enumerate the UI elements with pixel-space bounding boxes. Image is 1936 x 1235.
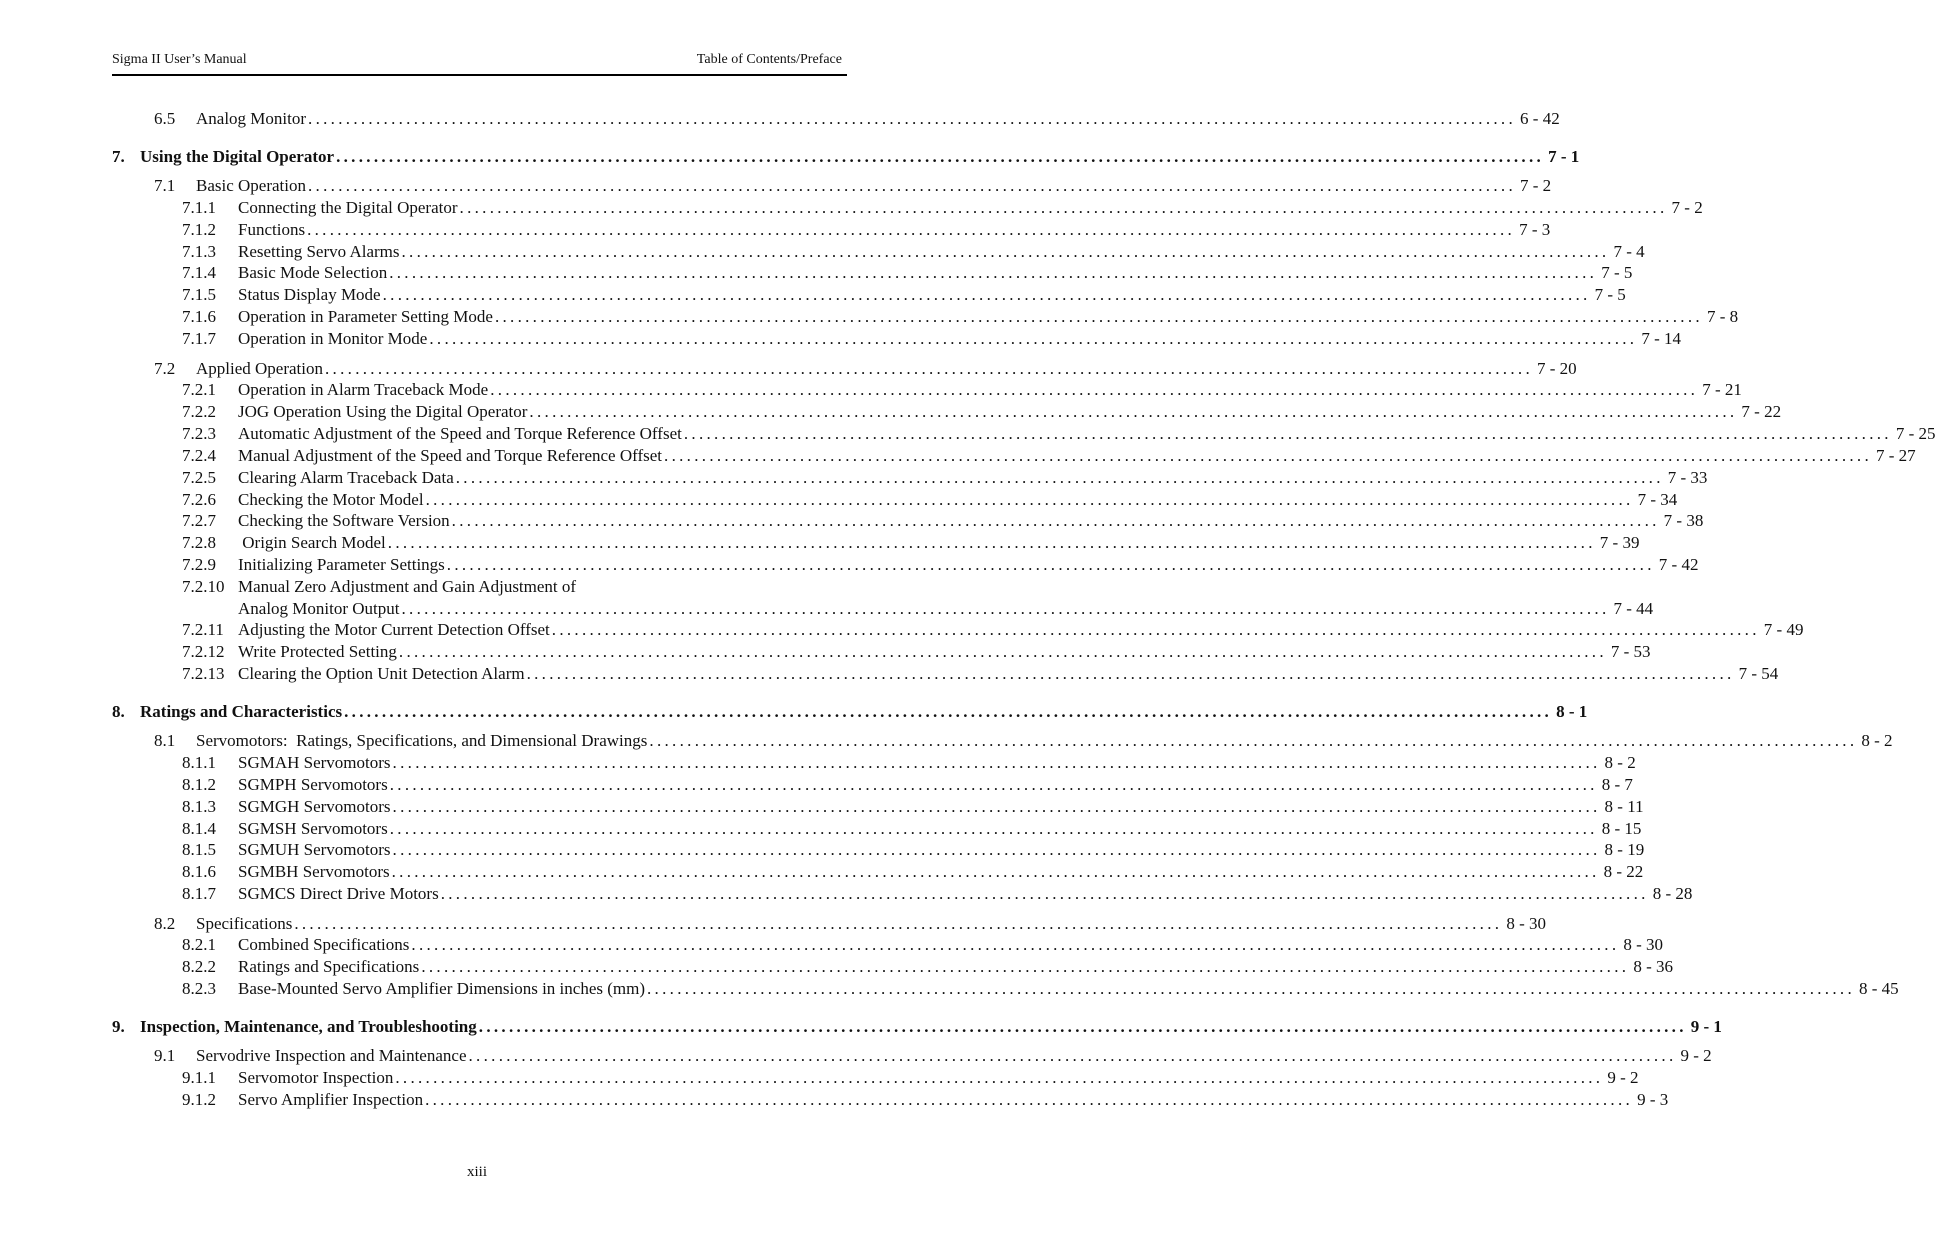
toc-entry-title: Operation in Parameter Setting Mode (238, 307, 493, 326)
toc-entry-number: 7.1.5 (182, 285, 216, 304)
toc-entry-number: 7.1.6 (182, 307, 216, 326)
toc-entry-title: Servo Amplifier Inspection (238, 1090, 424, 1109)
toc-entry-line (238, 554, 1699, 576)
toc-entry (0, 175, 1552, 197)
toc-entry-title: Checking the Motor Model (238, 490, 424, 509)
toc-entry (0, 197, 1703, 219)
toc-entry-page: 8 - 19 (1604, 840, 1645, 859)
toc-entry-page: 9 - 1 (1690, 1017, 1722, 1036)
toc-entry-title: Ratings and Characteristics (140, 702, 343, 721)
toc-entry-page: 7 - 53 (1610, 642, 1651, 661)
toc-entry-title: Servomotor Inspection (238, 1068, 394, 1087)
toc-entry-title: Inspection, Maintenance, and Troubleshooting (140, 1017, 477, 1036)
toc-entry-page: 7 - 5 (1594, 285, 1626, 304)
toc-entry (0, 306, 1739, 328)
toc-entry-line (238, 774, 1633, 796)
toc-entry-line (196, 175, 1552, 197)
toc-entry-number: 7.2.7 (182, 511, 216, 530)
toc-entry-number: 8. (112, 702, 125, 721)
toc-entry-number: 9.1.2 (182, 1090, 216, 1109)
toc-entry-page: 8 - 30 (1623, 935, 1664, 954)
toc-entry-page: 7 - 49 (1763, 620, 1804, 639)
dot-leader: ................................................................................................................................................................ (551, 620, 1760, 639)
toc-entry-line (238, 839, 1645, 861)
toc-entry-title: SGMPH Servomotors (238, 775, 388, 794)
toc-entry-title: Adjusting the Motor Current Detection Offset (238, 620, 550, 639)
toc-entry-page: 7 - 44 (1613, 599, 1654, 618)
toc-entry-line (140, 146, 1580, 168)
toc-entry-title: SGMCS Direct Drive Motors (238, 884, 439, 903)
toc-entry-number: 7.2.1 (182, 380, 216, 399)
dot-leader: ................................................................................................................................................................ (664, 446, 1873, 465)
toc-entry-line (238, 752, 1636, 774)
dot-leader: ................................................................................................................................................................ (647, 979, 1855, 998)
toc-entry-number: 7.2.11 (182, 620, 224, 639)
toc-entry-title: Specifications (196, 914, 293, 933)
toc-entry-title: Initializing Parameter Settings (238, 555, 445, 574)
toc-entry (0, 554, 1699, 576)
toc-entry-title: Manual Adjustment of the Speed and Torque Reference Offset (238, 446, 663, 465)
toc-entry (0, 913, 1546, 935)
dot-leader: ................................................................................................................................................................ (451, 511, 1660, 530)
dot-leader: ................................................................................................................................................................ (411, 935, 1620, 954)
dot-leader: ................................................................................................................................................................ (429, 329, 1638, 348)
toc-entry-title: Clearing Alarm Traceback Data (238, 468, 454, 487)
toc-entry-line (238, 1067, 1639, 1089)
toc-entry (0, 467, 1708, 489)
toc-entry-page: 7 - 34 (1637, 490, 1678, 509)
toc-entry-line (238, 532, 1640, 554)
toc-entry-page: 7 - 20 (1537, 359, 1577, 378)
toc-entry-line (238, 1089, 1669, 1111)
toc-entry-page: 7 - 25 (1895, 424, 1936, 443)
dot-leader: ................................................................................................................................................................ (382, 285, 1591, 304)
toc-chapter-entry (0, 1016, 1722, 1038)
running-header-right: Table of Contents/Preface (696, 52, 842, 67)
toc-entry-title: Servodrive Inspection and Maintenance (196, 1046, 467, 1065)
toc-entry (0, 1067, 1639, 1089)
toc-entry-title: SGMSH Servomotors (238, 819, 388, 838)
toc-entry-page: 7 - 1 (1548, 147, 1580, 166)
dot-leader: ................................................................................................................................................................ (446, 555, 1655, 574)
dot-leader: ................................................................................................................................................................ (494, 307, 1703, 326)
toc-entry (0, 978, 1899, 1000)
toc-entry-number: 7.2.4 (182, 446, 216, 465)
toc-entry-line (196, 1045, 1712, 1067)
toc-entry (0, 241, 1645, 263)
toc-entry-page: 8 - 1 (1556, 702, 1588, 721)
toc-entry-line (238, 934, 1664, 956)
dot-leader: ................................................................................................................................................................ (387, 533, 1596, 552)
toc-entry (0, 401, 1782, 423)
toc-entry (0, 818, 1642, 840)
dot-leader: ................................................................................................................................................................ (425, 1090, 1634, 1109)
toc-entry (0, 358, 1577, 380)
toc-entry-number: 7.2.9 (182, 555, 216, 574)
toc-entry (0, 663, 1779, 685)
toc-entry-line (238, 619, 1804, 641)
toc-entry-page: 7 - 27 (1876, 446, 1916, 465)
toc-entry (0, 839, 1645, 861)
toc-entry-title: Ratings and Specifications (238, 957, 420, 976)
toc-entry (0, 883, 1693, 905)
toc-entry-number: 7.1 (154, 176, 176, 195)
toc-entry-line (238, 978, 1899, 1000)
toc-entry-page: 9 - 2 (1680, 1046, 1712, 1065)
toc-entry-page: 8 - 2 (1604, 753, 1636, 772)
dot-leader: ................................................................................................................................................................ (336, 147, 1545, 166)
toc-entry-title: Write Protected Setting (238, 642, 397, 661)
toc-entry-page: 8 - 7 (1601, 775, 1633, 794)
toc-entry-title: Using the Digital Operator (140, 147, 335, 166)
toc-entry (0, 774, 1633, 796)
toc-entry (0, 328, 1682, 350)
toc-entry-title: Origin Search Model (238, 533, 386, 552)
toc-entry-title: Basic Operation (196, 176, 306, 195)
dot-leader: ................................................................................................................................................................ (398, 642, 1607, 661)
toc-entry-line (238, 663, 1779, 685)
toc-entry-number: 7.2.5 (182, 468, 216, 487)
toc-entry-line (238, 284, 1626, 306)
dot-leader: ................................................................................................................................................................ (325, 359, 1533, 378)
toc-entry-number: 8.1.1 (182, 753, 216, 772)
toc-entry-number: 7.2.12 (182, 642, 225, 661)
toc-entry (0, 532, 1640, 554)
toc-entry-number: 8.1.3 (182, 797, 216, 816)
dot-leader: ................................................................................................................................................................ (529, 402, 1738, 421)
toc-entry-title: SGMUH Servomotors (238, 840, 391, 859)
dot-leader: ................................................................................................................................................................ (526, 664, 1735, 683)
toc-entry-page: 9 - 2 (1607, 1068, 1639, 1087)
toc-entry-title: Status Display Mode (238, 285, 381, 304)
toc-entry (0, 598, 1654, 620)
toc-entry-line (196, 730, 1893, 752)
toc-entry-number: 7.2.3 (182, 424, 216, 443)
toc-entry-line (238, 598, 1654, 620)
toc-entry-title: Resetting Servo Alarms (238, 242, 400, 261)
dot-leader: ................................................................................................................................................................ (389, 819, 1598, 838)
toc-entry-title: JOG Operation Using the Digital Operator (238, 402, 528, 421)
toc-entry-line (238, 445, 1916, 467)
toc-entry-number: 8.2 (154, 914, 176, 933)
toc-entry-number: 8.2.1 (182, 935, 216, 954)
dot-leader: ................................................................................................................................................................ (490, 380, 1699, 399)
toc-entry-page: 8 - 2 (1861, 731, 1893, 750)
dot-leader: ................................................................................................................................................................ (649, 731, 1858, 750)
toc-entry-line (238, 306, 1739, 328)
toc-entry-line (238, 379, 1742, 401)
toc-entry-line (196, 913, 1546, 935)
toc-entry (0, 619, 1804, 641)
toc-entry-page: 7 - 8 (1706, 307, 1739, 326)
toc-entry (0, 641, 1651, 663)
toc-entry-number: 7.2.6 (182, 490, 216, 509)
toc-entry-page: 7 - 33 (1667, 468, 1708, 487)
toc-entry-number: 7.1.3 (182, 242, 216, 261)
dot-leader: ................................................................................................................................................................ (455, 468, 1664, 487)
toc-entry-page: 9 - 3 (1637, 1090, 1669, 1109)
dot-leader: ................................................................................................................................................................ (392, 797, 1601, 816)
toc-entry-page: 7 - 39 (1599, 533, 1640, 552)
toc-entry-number: 8.1.7 (182, 884, 216, 903)
toc-entry (0, 576, 954, 598)
toc-entry (0, 262, 1633, 284)
dot-leader: ................................................................................................................................................................ (401, 242, 1610, 261)
toc-entry-number: 9.1.1 (182, 1068, 216, 1087)
toc-entry-page: 7 - 42 (1658, 555, 1699, 574)
toc-entry-page: 8 - 30 (1506, 914, 1546, 933)
toc-entry-title: Analog Monitor (196, 109, 307, 128)
toc-entry (0, 1045, 1712, 1067)
toc-entry-page: 7 - 14 (1641, 329, 1682, 348)
toc-entry-title: Base-Mounted Servo Amplifier Dimensions in inches (mm) (238, 979, 645, 998)
toc-entry-line (238, 489, 1678, 511)
dot-leader: ................................................................................................................................................................ (308, 176, 1516, 195)
toc-entry-line (238, 510, 1704, 532)
toc-entry-number: 7. (112, 147, 125, 166)
toc-entry-line (238, 883, 1693, 905)
toc-entry-title: Connecting the Digital Operator (238, 198, 458, 217)
toc-entry-title: Functions (238, 220, 306, 239)
toc-entry-line (238, 796, 1644, 818)
dot-leader: ................................................................................................................................................................ (440, 884, 1649, 903)
toc-entry-number: 7.1.4 (182, 263, 216, 282)
toc-entry (0, 861, 1644, 883)
toc-entry-number: 7.2.8 (182, 533, 216, 552)
dot-leader: ................................................................................................................................................................ (478, 1017, 1687, 1036)
toc-entry-number: 8.1.6 (182, 862, 216, 881)
toc-entry-title: Clearing the Option Unit Detection Alarm (238, 664, 525, 683)
toc-entry-page: 7 - 21 (1702, 380, 1742, 399)
toc-entry (0, 108, 1560, 130)
toc-entry-page: 7 - 22 (1741, 402, 1782, 421)
dot-leader: ................................................................................................................................................................ (468, 1046, 1677, 1065)
toc-entry-number: 6.5 (154, 109, 176, 128)
toc-entry-page: 7 - 38 (1663, 511, 1704, 530)
toc-chapter-entry (0, 146, 1580, 168)
toc-entry-line (238, 576, 842, 598)
toc-entry-line (238, 641, 1651, 663)
toc-entry-line (140, 701, 1588, 723)
toc-entry-line (196, 108, 1560, 130)
toc-entry-page: 8 - 45 (1859, 979, 1899, 998)
toc-entry-page: 8 - 36 (1633, 957, 1673, 976)
toc-entry-line (238, 423, 1936, 445)
toc-entry-line (238, 241, 1645, 263)
toc-entry-title: Operation in Monitor Mode (238, 329, 428, 348)
toc-entry-line (140, 1016, 1722, 1038)
dot-leader: ................................................................................................................................................................ (425, 490, 1634, 509)
toc-entry (0, 956, 1673, 978)
toc-entry (0, 219, 1551, 241)
toc-entry-line (238, 818, 1642, 840)
toc-entry (0, 752, 1636, 774)
toc-entry-number: 9. (112, 1017, 125, 1036)
toc-entry (0, 730, 1893, 752)
dot-leader: ................................................................................................................................................................ (307, 220, 1516, 239)
toc-entry-page: 8 - 11 (1604, 797, 1644, 816)
dot-leader: ................................................................................................................................................................ (421, 957, 1630, 976)
dot-leader: ................................................................................................................................................................ (389, 775, 1598, 794)
toc-entry-title: Applied Operation (196, 359, 323, 378)
dot-leader: ................................................................................................................................................................ (459, 198, 1668, 217)
toc-entry-page: 7 - 54 (1738, 664, 1779, 683)
running-header-left: Sigma II User’s Manual (112, 52, 247, 67)
toc-entry-number: 8.1.4 (182, 819, 216, 838)
toc-entry-number: 8.1.2 (182, 775, 216, 794)
toc-entry-number: 7.1.1 (182, 198, 216, 217)
toc-entry (0, 796, 1644, 818)
toc-entry-page: 8 - 15 (1601, 819, 1642, 838)
dot-leader: ................................................................................................................................................................ (395, 1068, 1604, 1087)
toc-entry-number: 7.1.7 (182, 329, 216, 348)
toc-entry-line (238, 861, 1644, 883)
toc-entry (0, 284, 1626, 306)
toc-entry-page: 8 - 22 (1603, 862, 1644, 881)
toc-entry-title: Basic Mode Selection (238, 263, 388, 282)
toc-entry-page: 7 - 2 (1520, 176, 1552, 195)
toc-entry-title: Automatic Adjustment of the Speed and Torque Reference Offset (238, 424, 682, 443)
dot-leader: ................................................................................................................................................................ (344, 702, 1553, 721)
toc-entry-page: 8 - 28 (1652, 884, 1693, 903)
toc-entry-title: SGMGH Servomotors (238, 797, 391, 816)
toc-entry-number: 7.2.10 (182, 577, 225, 596)
toc-entry-number: 7.2.13 (182, 664, 225, 683)
toc-entry-page: 7 - 4 (1613, 242, 1645, 261)
dot-leader: ................................................................................................................................................................ (683, 424, 1892, 443)
toc-entry-page: 7 - 5 (1601, 263, 1633, 282)
dot-leader: ................................................................................................................................................................ (389, 263, 1598, 282)
toc-entry (0, 510, 1704, 532)
toc-entry-number: 7.2.2 (182, 402, 216, 421)
dot-leader: ................................................................................................................................................................ (391, 862, 1600, 881)
toc-entry-title: SGMAH Servomotors (238, 753, 391, 772)
toc-entry-page: 6 - 42 (1520, 109, 1560, 128)
toc-entry (0, 423, 1936, 445)
toc-entry-line (238, 262, 1633, 284)
toc-entry (0, 445, 1916, 467)
toc-entry-title: Checking the Software Version (238, 511, 450, 530)
toc-entry-number: 8.1 (154, 731, 176, 750)
toc-entry-page: 7 - 2 (1671, 198, 1703, 217)
toc-entry-number: 8.2.2 (182, 957, 216, 976)
toc-entry-number: 7.1.2 (182, 220, 216, 239)
toc-entry-number: 8.1.5 (182, 840, 216, 859)
toc-entry-line (238, 467, 1708, 489)
toc-entry-line (196, 358, 1577, 380)
toc-entry (0, 1089, 1669, 1111)
toc-entry-title: Combined Specifications (238, 935, 410, 954)
toc-entry-number: 9.1 (154, 1046, 176, 1065)
toc-entry-title: Manual Zero Adjustment and Gain Adjustment of (238, 577, 577, 596)
toc-entry-title: Operation in Alarm Traceback Mode (238, 380, 489, 399)
toc-entry-line (238, 219, 1551, 241)
toc-chapter-entry (0, 701, 1588, 723)
toc-entry (0, 489, 1678, 511)
toc-entry-title: Analog Monitor Output (238, 599, 400, 618)
toc-entry (0, 934, 1664, 956)
toc-entry-line (238, 401, 1782, 423)
toc-entry-number: 7.2 (154, 359, 176, 378)
toc-entry-page: 7 - 3 (1519, 220, 1551, 239)
toc-entry-line (238, 956, 1673, 978)
dot-leader: ................................................................................................................................................................ (308, 109, 1517, 128)
dot-leader: ................................................................................................................................................................ (392, 840, 1601, 859)
page-number: xiii (466, 1164, 487, 1180)
dot-leader: ................................................................................................................................................................ (294, 914, 1503, 933)
toc-entry-number: 8.2.3 (182, 979, 216, 998)
dot-leader: ................................................................................................................................................................ (401, 599, 1610, 618)
toc-entry-line (238, 328, 1682, 350)
toc-entry-title: Servomotors: Ratings, Specifications, and Dimensional Drawings (196, 731, 648, 750)
toc-entry-line (238, 197, 1703, 219)
toc-entry (0, 379, 1742, 401)
dot-leader: ................................................................................................................................................................ (392, 753, 1601, 772)
toc-entry-title: SGMBH Servomotors (238, 862, 390, 881)
